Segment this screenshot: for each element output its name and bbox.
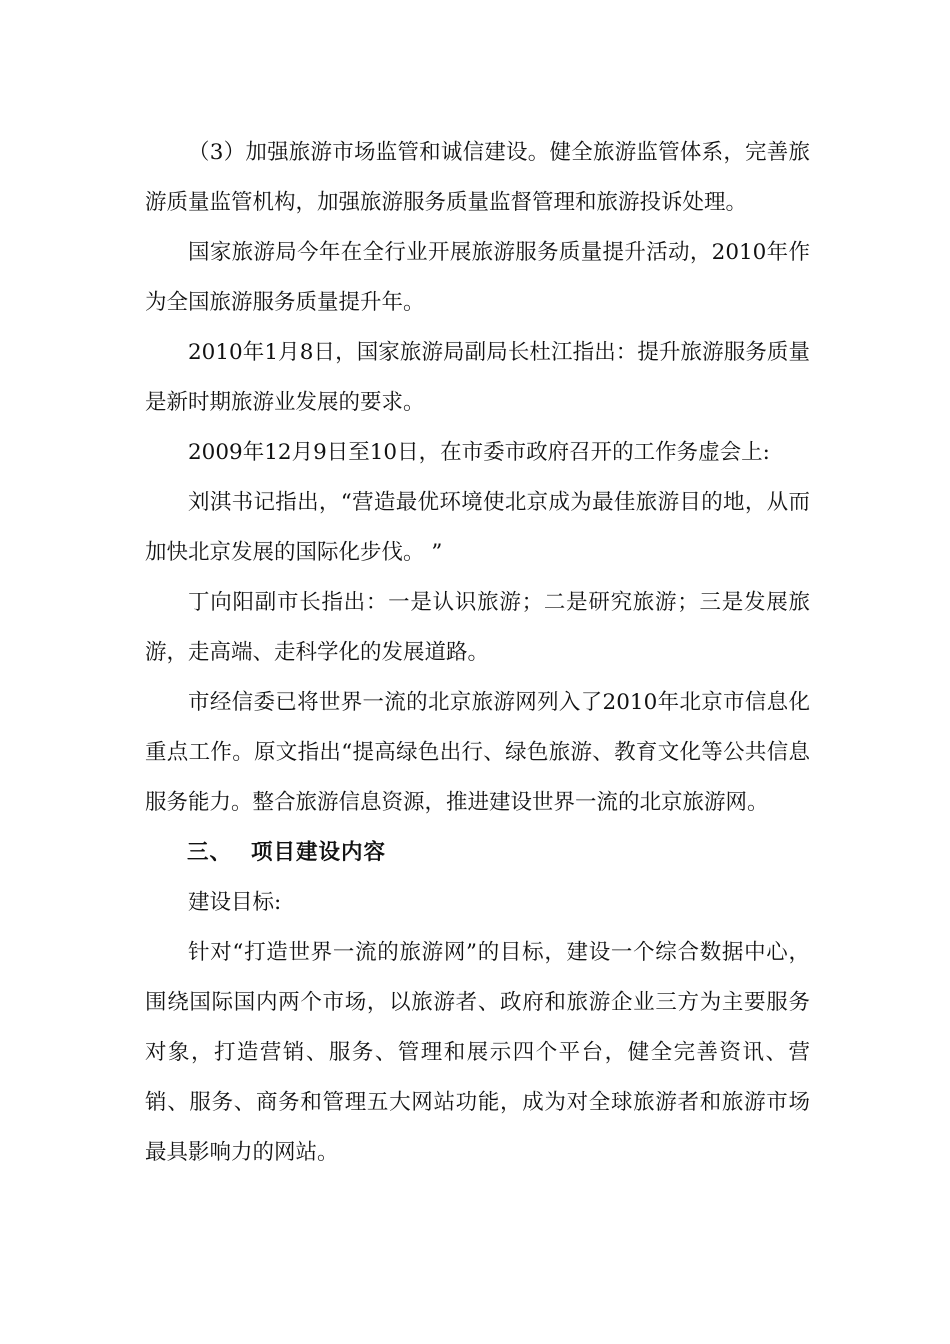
paragraph-market-supervision: （3）加强旅游市场监管和诚信建设。健全旅游监管体系，完善旅游质量监管机构，加强旅游服务质量监督管理和旅游投诉处理。 <box>145 140 810 215</box>
paragraph-liu-qi-remarks: 刘淇书记指出，“营造最优环境使北京成为最佳旅游目的地，从而加快北京发展的国际化步伐。 ” <box>145 490 810 565</box>
paragraph-construction-goal-label: 建设目标: <box>188 890 282 915</box>
paragraph-national-tourism-bureau: 国家旅游局今年在全行业开展旅游服务质量提升活动，2010年作为全国旅游服务质量提升年。 <box>145 240 810 315</box>
section-heading-title: 项目建设内容 <box>251 840 387 865</box>
section-heading-number: 三、 <box>187 840 233 865</box>
paragraph-construction-goal: 针对“打造世界一流的旅游网”的目标，建设一个综合数据中心，围绕国际国内两个市场，以旅游者、政府和旅游企业三方为主要服务对象，打造营销、服务、管理和展示四个平台，健全完善资讯、营销、服务、商务和管理五大网站功能，成为对全球旅游者和旅游市场最具影响力的网站。 <box>145 940 810 1165</box>
paragraph-du-jiang-remarks: 2010年1月8日，国家旅游局副局长杜江指出：提升旅游服务质量是新时期旅游业发展的要求。 <box>145 340 810 415</box>
document-body <box>145 128 810 1178</box>
paragraph-work-meeting: 2009年12月9日至10日，在市委市政府召开的工作务虚会上: <box>188 440 770 465</box>
paragraph-economy-commission: 市经信委已将世界一流的北京旅游网列入了2010年北京市信息化重点工作。原文指出“提高绿色出行、绿色旅游、教育文化等公共信息服务能力。整合旅游信息资源，推进建设世界一流的北京旅游网。 <box>145 690 810 815</box>
section-heading <box>145 828 810 878</box>
paragraph-ding-xiangyang-remarks: 丁向阳副市长指出：一是认识旅游；二是研究旅游；三是发展旅游，走高端、走科学化的发展道路。 <box>145 590 810 665</box>
